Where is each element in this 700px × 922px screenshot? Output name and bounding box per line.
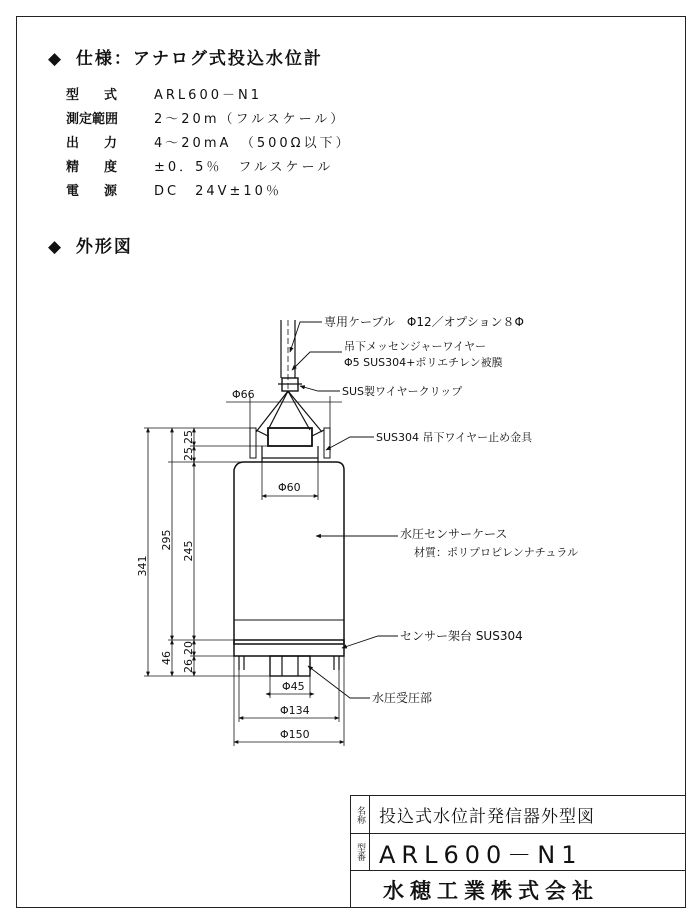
spec-label: 出 力 [66, 136, 124, 151]
extension-lines [144, 428, 270, 676]
spec-label: 精 度 [66, 160, 124, 175]
drawing-model: ARL600－N1 [379, 840, 583, 869]
spec-value: DC 24V±10％ [154, 184, 282, 199]
label-h25b: 25 [182, 447, 195, 461]
model-caption: 型番 [351, 834, 370, 870]
title-block [350, 795, 686, 908]
wire-clip [278, 378, 302, 391]
pressure-receiver [270, 656, 310, 676]
label-h20: 20 [182, 641, 195, 655]
title-block-model-row [351, 834, 686, 871]
spec-label: 電 源 [66, 184, 124, 199]
title-block-name-row [351, 796, 686, 834]
name-caption: 名称 [351, 796, 370, 833]
spec-label: 測定範囲 [66, 112, 119, 127]
callout-wire-1: 吊下メッセンジャーワイヤー [344, 340, 487, 353]
label-d134: Φ134 [280, 704, 310, 717]
label-d45: Φ45 [282, 680, 305, 693]
callout-wire-2: Φ5 SUS304+ポリエチレン被膜 [344, 356, 503, 369]
callout-bracket: SUS304 吊下ワイヤー止め金具 [376, 431, 533, 444]
cable-line [281, 320, 295, 393]
outline-title: 外形図 [75, 237, 133, 257]
callout-cable: 専用ケーブル Φ12／オプション８Φ [324, 315, 525, 329]
hanging-wires [256, 391, 322, 432]
callout-receiver: 水圧受圧部 [372, 691, 433, 705]
callout-material: 材質：ポリプロピレンナチュラル [414, 546, 579, 559]
label-h245: 245 [182, 540, 195, 562]
spec-value: 4～20mA （500Ω以下） [154, 136, 352, 151]
label-h26: 26 [182, 659, 195, 673]
label-h25: 25 [182, 430, 195, 444]
callout-case: 水圧センサーケース [400, 527, 508, 541]
callout-mount: センサー架台 SUS304 [400, 629, 523, 643]
spec-value: 2～20m（フルスケール） [154, 112, 347, 127]
drawing-name: 投込式水位計発信器外型図 [379, 807, 595, 827]
diamond-bullet-icon: ◆ [48, 49, 64, 69]
label-d66: Φ66 [232, 388, 255, 401]
title-block-company-row [351, 871, 686, 909]
label-h295: 295 [160, 529, 173, 551]
company-name: 水穂工業株式会社 [383, 879, 599, 903]
label-d150: Φ150 [280, 728, 310, 741]
spec-value: ARL600－N1 [154, 88, 262, 103]
diamond-bullet-icon: ◆ [48, 237, 64, 257]
callout-clip: SUS製ワイヤークリップ [342, 385, 463, 398]
spec-title: 仕様：アナログ式投込水位計 [75, 49, 323, 69]
wire-stop-bracket [250, 428, 330, 462]
label-h46: 46 [160, 651, 173, 665]
spec-label: 型 式 [66, 88, 124, 103]
label-h341: 341 [136, 555, 149, 577]
spec-value: ±0．5％ フルスケール [154, 160, 334, 175]
label-d60: Φ60 [278, 481, 301, 494]
